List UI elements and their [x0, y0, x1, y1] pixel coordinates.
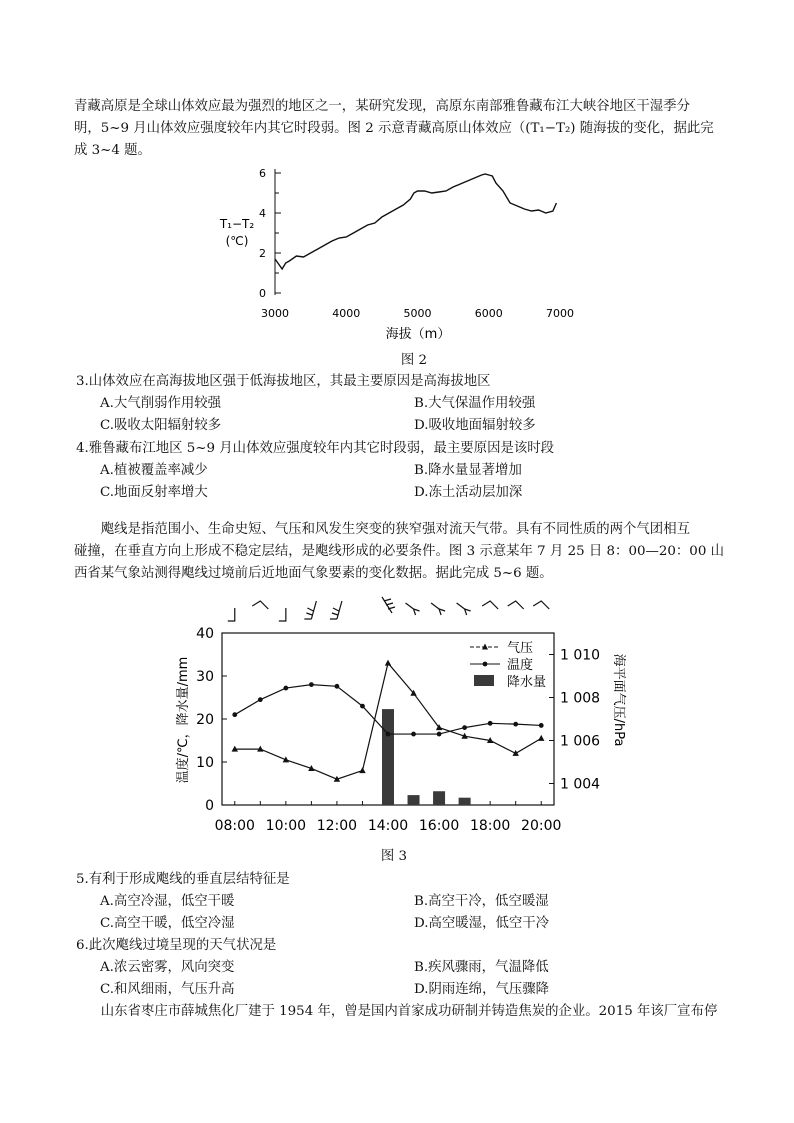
passage-1-line-1: 青藏高原是全球山体效应最为强烈的地区之一，某研究发现，高原东南部雅鲁藏布江大峡谷地区干湿季分: [74, 99, 690, 114]
question-3-option-c: C.吸收太阳辐射较多: [100, 418, 222, 433]
question-3-option-d: D.吸收地面辐射较多: [414, 418, 536, 433]
figure-3-legend-rain-label: 降水量: [507, 675, 547, 690]
figure-3-left-tick-label: 0: [205, 798, 214, 814]
question-6-option-a: A.浓云密雾，风向突变: [100, 960, 235, 975]
question-6-option-b: B.疾风骤雨，气温降低: [414, 960, 549, 975]
figure-3-wind-barb: [382, 597, 395, 613]
figure-3-rain-bar: [459, 798, 471, 805]
figure-3-legend-rain-swatch: [474, 675, 494, 686]
figure-3-right-tick-label: 1 004: [560, 776, 601, 793]
figure-3-wind-barb: [457, 603, 471, 615]
figure-3-wind-barb: [279, 608, 286, 621]
question-4-stem: 4.雅鲁藏布江地区 5~9 月山体效应强度较年内其它时段弱，最主要原因是该时段: [76, 441, 555, 456]
figure-3-pressure-point: [385, 660, 391, 666]
passage-2-line-2: 碰撞，在垂直方向上形成不稳定层结，是飑线形成的必要条件。图 3 示意某年 7 月 25 日 8：00—20：00 山: [74, 544, 724, 559]
figure-3-temperature-point: [411, 732, 416, 737]
figure-2-x-tick-label: 3000: [261, 307, 289, 320]
figure-3-temperature-point: [462, 725, 467, 730]
question-5-option-a: A.高空冷湿，低空干暖: [100, 894, 235, 909]
figure-3-wind-barb: [228, 608, 235, 621]
figure-2-x-tick-label: 4000: [332, 307, 361, 320]
figure-2-caption: 图 2: [400, 353, 428, 368]
figure-2-y-tick-label: 6: [259, 167, 266, 180]
figure-3-wind-barb: [304, 601, 316, 619]
question-5-option-d: D.高空暖湿，低空干冷: [414, 916, 550, 931]
figure-3-temperature-point: [335, 684, 340, 689]
passage-2-line-3: 西省某气象站测得飑线过境前后近地面气象要素的变化数据。据此完成 5~6 题。: [74, 566, 553, 581]
figure-2-xlabel: 海拔（m）: [385, 327, 451, 342]
question-6-stem: 6.此次飑线过境呈现的天气状况是: [76, 938, 277, 953]
figure-3-temperature-point: [232, 712, 237, 717]
question-3-stem: 3.山体效应在高海拔地区强于低海拔地区，其最主要原因是高海拔地区: [76, 374, 491, 389]
figure-2-chart: [205, 158, 590, 343]
figure-3-temperature-point: [258, 697, 263, 702]
question-4-option-c: C.地面反射率增大: [100, 485, 208, 500]
figure-3-x-tick-label: 18:00: [469, 818, 511, 834]
passage-3: [74, 1001, 734, 1023]
figure-3-x-tick-label: 10:00: [265, 818, 307, 834]
figure-3-temperature-point: [283, 686, 288, 691]
figure-3-wind-barb: [406, 603, 420, 615]
figure-3-left-tick-label: 40: [196, 626, 214, 642]
figure-2-x-tick-label: 6000: [474, 307, 503, 320]
figure-3-wind-barb: [508, 601, 524, 609]
figure-3-temperature-point: [386, 732, 391, 737]
figure-3-right-tick-label: 1 010: [560, 647, 601, 664]
figure-3-x-tick-label: 16:00: [418, 818, 460, 834]
figure-2-ylabel-unit: (℃): [225, 234, 249, 248]
figure-3-left-ylabel: 温度/℃，降水量/mm: [176, 656, 191, 784]
figure-2-ylabel: T₁−T₂: [219, 217, 255, 231]
figure-3-temperature-point: [309, 682, 314, 687]
passage-1: [74, 96, 724, 162]
figure-3-temperature-point: [539, 723, 544, 728]
figure-3-wind-barb: [330, 601, 342, 619]
figure-3-legend-pressure-label: 气压: [507, 641, 534, 656]
figure-3-legend-temperature-label: 温度: [507, 658, 534, 673]
figure-2-curve: [275, 174, 556, 269]
figure-3-wind-barb: [431, 603, 445, 615]
figure-3-left-tick-label: 20: [196, 712, 214, 728]
figure-3-right-tick-label: 1 006: [560, 733, 601, 750]
figure-3-left-tick-label: 10: [196, 755, 214, 771]
figure-3-temperature-point: [513, 722, 518, 727]
figure-3-wind-barb: [252, 601, 268, 609]
question-4-option-d: D.冻土活动层加深: [414, 485, 523, 500]
figure-3-left-tick-label: 30: [196, 669, 214, 685]
figure-3-rain-bar: [382, 709, 394, 805]
figure-3-rain-bar: [433, 791, 445, 805]
figure-3-pressure-point: [538, 735, 544, 741]
passage-1-line-3: 成 3~4 题。: [74, 143, 151, 158]
question-5-stem: 5.有利于形成飑线的垂直层结特征是: [76, 872, 290, 887]
passage-2: [74, 519, 724, 541]
figure-2-y-tick-label: 2: [259, 247, 266, 260]
question-3-option-a: A.大气削弱作用较强: [100, 396, 222, 411]
figure-3-x-tick-label: 12:00: [316, 818, 358, 834]
figure-3-pressure-point: [359, 767, 365, 773]
question-5-option-b: B.高空干冷，低空暖湿: [414, 894, 549, 909]
question-5-option-c: C.高空干暖，低空冷湿: [100, 916, 235, 931]
figure-3-caption: 图 3: [380, 849, 408, 864]
figure-3-x-tick-label: 14:00: [367, 818, 409, 834]
question-6-option-c: C.和风细雨，气压升高: [100, 982, 235, 997]
figure-3-temperature-point: [360, 704, 365, 709]
figure-3-rain-bar: [408, 795, 420, 805]
figure-3-temperature-point: [437, 732, 442, 737]
question-3-option-b: B.大气保温作用较强: [414, 396, 536, 411]
figure-2-y-tick-label: 0: [259, 287, 266, 300]
figure-3-x-tick-label: 20:00: [521, 818, 562, 834]
figure-3-x-tick-label: 08:00: [214, 818, 255, 834]
figure-2-x-tick-label: 5000: [403, 307, 432, 320]
passage-3-line-1: 山东省枣庄市薛城焦化厂建于 1954 年，曾是国内首家成功研制并铸造焦炭的企业。2015 年该厂宣布停: [100, 1004, 718, 1019]
question-4-option-b: B.降水量显著增加: [414, 463, 522, 478]
passage-2-line-1: 飑线是指范围小、生命史短、气压和风发生突变的狭窄强对流天气带。具有不同性质的两个气团相互: [100, 522, 690, 537]
passage-2-rest: [74, 541, 734, 585]
passage-1-line-2: 明，5~9 月山体效应强度较年内其它时段弱。图 2 示意青藏高原山体效应（(T₁−T₂) 随海拔的变化，据此完: [74, 121, 714, 136]
figure-3-right-tick-label: 1 008: [560, 690, 601, 707]
question-4-option-a: A.植被覆盖率减少: [100, 463, 208, 478]
figure-3-chart: [165, 590, 645, 840]
figure-2-y-tick-label: 4: [259, 207, 266, 220]
figure-2-x-tick-label: 7000: [546, 307, 574, 320]
figure-3-temperature-point: [488, 721, 493, 726]
question-6-option-d: D.阴雨连绵，气压骤降: [414, 982, 550, 997]
figure-3-wind-barb: [482, 601, 498, 609]
figure-3-right-ylabel: 海平面气压/hPa: [611, 653, 626, 747]
figure-3-legend-temperature-marker: [483, 662, 488, 667]
figure-3-wind-barb: [533, 601, 549, 609]
